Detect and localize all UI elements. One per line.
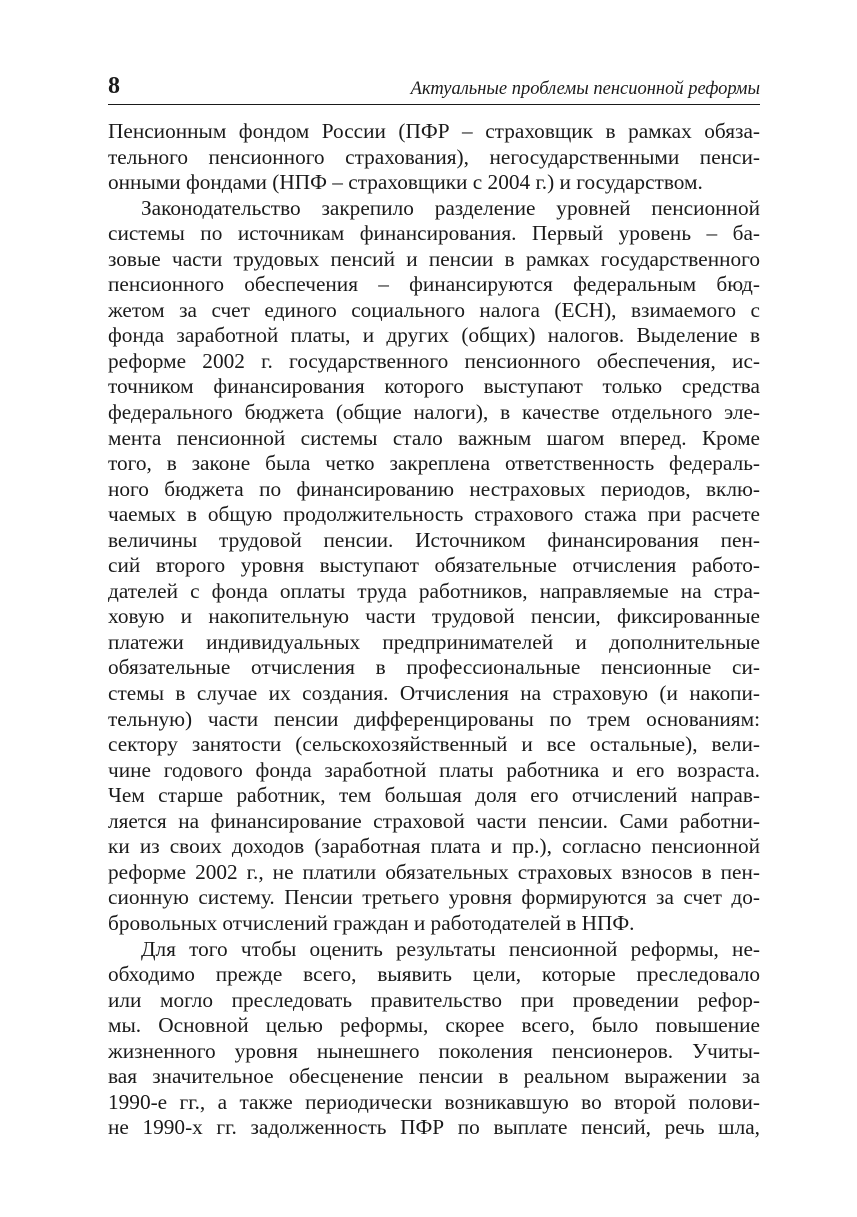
text-line: ного бюджета по финансированию нестраховых периодов, вклю- xyxy=(108,476,760,501)
text-line: пенсионного обеспечения – финансируются федеральным бюд- xyxy=(108,272,760,297)
text-line: онными фондами (НПФ – страховщики с 2004 г.) и государством. xyxy=(108,170,703,195)
text-line: реформе 2002 г., не платили обязательных страховых взносов в пен- xyxy=(108,859,760,884)
text-line: стемы в случае их создания. Отчисления на страховую (и накопи- xyxy=(108,681,760,706)
text-line: Пенсионным фондом России (ПФР – страховщик в рамках обяза- xyxy=(108,119,760,143)
book-page xyxy=(108,70,760,1141)
body-text xyxy=(108,119,760,1141)
text-line: жетом за счет единого социального налога (ЕСН), взимаемого с xyxy=(108,297,760,322)
text-line: Законодательство закрепило разделение уровней пенсионной xyxy=(141,195,760,220)
text-line: тельную) части пенсии дифференцированы по трем основаниям: xyxy=(108,706,760,731)
text-line: бровольных отчислений граждан и работодателей в НПФ. xyxy=(108,910,635,935)
text-line: тельного пенсионного страхования), негосударственными пенси- xyxy=(108,144,760,169)
text-line: зовые части трудовых пенсий и пенсии в рамках государственного xyxy=(108,246,760,271)
text-line: не 1990-х гг. задолженность ПФР по выплате пенсий, речь шла, xyxy=(108,1115,760,1140)
text-line: сий второго уровня выступают обязательные отчисления работо- xyxy=(108,553,760,578)
running-header xyxy=(108,70,760,105)
text-line: величины трудовой пенсии. Источником финансирования пен- xyxy=(108,527,760,552)
paragraph xyxy=(108,119,760,196)
text-line: обязательные отчисления в профессиональные пенсионные си- xyxy=(108,655,760,680)
text-line: реформе 2002 г. государственного пенсионного обеспечения, ис- xyxy=(108,348,760,373)
text-line: точником финансирования которого выступают только средства xyxy=(108,374,760,399)
text-line: обходимо прежде всего, выявить цели, которые преследовало xyxy=(108,962,760,987)
text-line: мы. Основной целью реформы, скорее всего, было повышение xyxy=(108,1013,760,1038)
text-line: дателей с фонда оплаты труда работников, направляемые на стра- xyxy=(108,578,760,603)
text-line: 1990-е гг., а также периодически возникавшую во второй полови- xyxy=(108,1089,760,1114)
text-line: того, в законе была четко закреплена ответственность федераль- xyxy=(108,451,760,476)
text-line: фонда заработной платы, и других (общих) налогов. Выделение в xyxy=(108,323,760,348)
page-number: 8 xyxy=(108,73,120,99)
text-line: или могло преследовать правительство при проведении рефор- xyxy=(108,987,760,1012)
text-line: ки из своих доходов (заработная плата и пр.), согласно пенсионной xyxy=(108,834,760,859)
text-line: ховую и накопительную части трудовой пенсии, фиксированные xyxy=(108,604,760,629)
text-line: федерального бюджета (общие налоги), в качестве отдельного эле- xyxy=(108,400,760,425)
text-line: Чем старше работник, тем большая доля его отчислений направ- xyxy=(108,783,760,808)
text-line: Для того чтобы оценить результаты пенсионной реформы, не- xyxy=(141,936,760,961)
text-line: сионную систему. Пенсии третьего уровня формируются за счет до- xyxy=(108,885,760,910)
text-line: мента пенсионной системы стало важным шагом вперед. Кроме xyxy=(108,425,760,450)
book-title: Актуальные проблемы пенсионной реформы xyxy=(410,79,760,99)
text-line: чине годового фонда заработной платы работника и его возраста. xyxy=(108,757,760,782)
text-line: сектору занятости (сельскохозяйственный и все остальные), вели- xyxy=(108,732,760,757)
text-line: вая значительное обесценение пенсии в реальном выражении за xyxy=(108,1064,760,1089)
paragraph xyxy=(108,937,760,1141)
paragraph xyxy=(108,196,760,937)
text-line: чаемых в общую продолжительность страхового стажа при расчете xyxy=(108,502,760,527)
text-line: платежи индивидуальных предпринимателей и дополнительные xyxy=(108,629,760,654)
text-line: ляется на финансирование страховой части пенсии. Сами работни- xyxy=(108,808,760,833)
text-line: системы по источникам финансирования. Первый уровень – ба- xyxy=(108,221,760,246)
text-line: жизненного уровня нынешнего поколения пенсионеров. Учиты- xyxy=(108,1038,760,1063)
